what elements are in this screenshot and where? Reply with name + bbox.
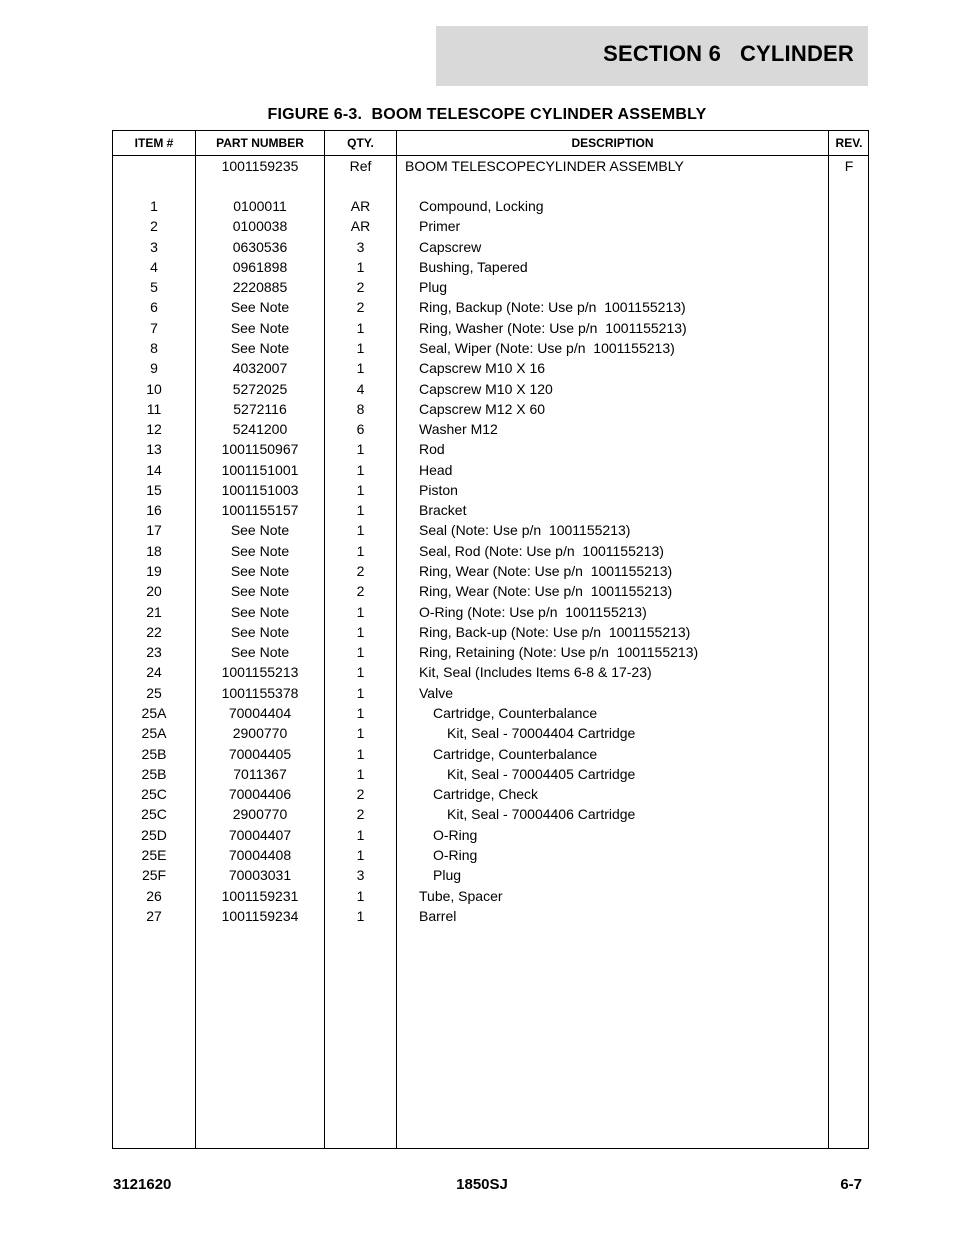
table-row	[113, 196, 868, 216]
cell-quantity: 3	[356, 238, 365, 255]
cell-quantity: AR	[350, 198, 371, 214]
table-row	[113, 500, 868, 520]
cell-description: Capscrew M10 X 120	[419, 380, 553, 397]
cell-revision	[829, 338, 869, 358]
cell-description: Kit, Seal - 70004406 Cartridge	[447, 806, 636, 823]
table-row	[113, 784, 868, 804]
cell-item-number: 19	[146, 563, 162, 580]
table-row	[113, 257, 868, 277]
cell-item-number: 9	[150, 360, 158, 377]
column-header-rev: REV.	[835, 136, 863, 150]
cell-part-number: See Note	[230, 583, 290, 600]
cell-quantity: 1	[356, 745, 365, 762]
cell-revision	[829, 480, 869, 500]
cell-revision	[829, 642, 869, 662]
table-row	[113, 804, 868, 824]
cell-quantity: 1	[356, 360, 365, 377]
cell-revision	[829, 216, 869, 236]
cell-quantity: 1	[356, 441, 365, 458]
cell-quantity: 1	[356, 339, 365, 356]
cell-quantity: 1	[356, 603, 365, 620]
cell-item-number: 25B	[141, 765, 167, 782]
table-row	[113, 541, 868, 561]
cell-description: Kit, Seal - 70004405 Cartridge	[447, 765, 636, 782]
cell-revision	[829, 277, 869, 297]
cell-part-number: 7011367	[233, 765, 287, 782]
section-header	[436, 26, 868, 86]
cell-item-number: 2	[150, 218, 158, 235]
cell-description: Ring, Wear (Note: Use p/n 1001155213)	[419, 563, 673, 580]
column-header-qty: QTY.	[347, 136, 374, 150]
cell-quantity: 1	[356, 522, 365, 539]
table-row	[113, 723, 868, 743]
cell-part-number: 70004408	[228, 846, 292, 863]
cell-quantity: 1	[356, 705, 365, 721]
cell-part-number: See Note	[230, 299, 290, 316]
cell-part-number: 1001151001	[221, 461, 299, 478]
cell-part-number: 1001159231	[221, 887, 299, 904]
table-row	[113, 581, 868, 601]
cell-part-number: 1001155213	[221, 664, 299, 681]
cell-description: Cartridge, Check	[433, 786, 539, 803]
cell-part-number: See Note	[230, 563, 290, 580]
cell-item-number: 25A	[141, 705, 167, 721]
cell-part-number: 2900770	[232, 725, 288, 742]
cell-item-number: 25A	[141, 725, 167, 742]
cell-description: Cartridge, Counterbalance	[433, 745, 598, 762]
table-row	[113, 520, 868, 540]
cell-item-number: 10	[146, 380, 162, 397]
cell-description: Capscrew M10 X 16	[419, 360, 546, 377]
cell-item-number: 7	[150, 319, 158, 336]
cell-revision	[829, 196, 869, 216]
cell-item-number: 18	[146, 542, 162, 559]
cell-part-number: 70004404	[228, 705, 292, 721]
cell-revision	[829, 784, 869, 804]
cell-quantity: 1	[356, 725, 365, 742]
table-row	[113, 662, 868, 682]
cell-quantity: 1	[356, 623, 365, 640]
table-row	[113, 865, 868, 885]
cell-item-number: 13	[146, 441, 162, 458]
cell-description: Tube, Spacer	[419, 887, 503, 904]
cell-description: Valve	[419, 684, 453, 701]
cell-item-number: 23	[146, 644, 162, 661]
cell-quantity: 2	[356, 786, 365, 803]
cell-description: Primer	[419, 218, 461, 235]
cell-revision	[829, 399, 869, 419]
table-row	[113, 764, 868, 784]
cell-quantity: AR	[350, 218, 371, 235]
cell-item-number: 4	[150, 258, 158, 275]
table-row	[113, 744, 868, 764]
cell-description: Kit, Seal - 70004404 Cartridge	[447, 725, 636, 742]
cell-quantity: 2	[356, 563, 365, 580]
cell-item-number: 17	[146, 522, 162, 539]
cell-part-number: 70004405	[228, 745, 292, 762]
cell-description: Piston	[419, 481, 458, 498]
cell-description: Ring, Wear (Note: Use p/n 1001155213)	[419, 583, 673, 600]
table-row	[113, 216, 868, 236]
footer-model: 1850SJ	[456, 1176, 508, 1193]
cell-item-number: 26	[146, 887, 162, 904]
cell-quantity: 1	[356, 319, 365, 336]
cell-part-number: See Note	[230, 339, 290, 356]
cell-description: Capscrew M12 X 60	[419, 400, 546, 417]
cell-item-number	[113, 156, 195, 176]
cell-revision	[829, 419, 869, 439]
table-row	[113, 379, 868, 399]
cell-quantity: 6	[356, 421, 365, 438]
table-row	[113, 886, 868, 906]
cell-part-number: 70004406	[228, 786, 292, 803]
cell-part-number: 5272025	[232, 380, 288, 397]
cell-description: Capscrew	[419, 238, 482, 255]
cell-description: Rod	[419, 441, 445, 458]
cell-quantity: 1	[356, 542, 365, 559]
cell-item-number: 6	[150, 299, 158, 316]
cell-description: Compound, Locking	[419, 198, 544, 214]
cell-part-number: 0100038	[232, 218, 288, 235]
table-row	[113, 845, 868, 865]
cell-item-number: 25F	[141, 867, 167, 884]
cell-item-number: 11	[146, 400, 162, 417]
cell-item-number: 16	[146, 502, 162, 519]
cell-part-number: See Note	[230, 644, 290, 661]
cell-description: Cartridge, Counterbalance	[433, 705, 598, 721]
parts-table	[112, 130, 869, 1149]
cell-quantity: Ref	[349, 158, 372, 174]
table-row	[113, 622, 868, 642]
cell-item-number: 3	[150, 238, 158, 255]
cell-quantity: 8	[356, 400, 365, 417]
cell-item-number: 15	[146, 481, 162, 498]
cell-description: O-Ring (Note: Use p/n 1001155213)	[419, 603, 647, 620]
cell-description: Seal, Wiper (Note: Use p/n 1001155213)	[419, 339, 675, 356]
table-row	[113, 156, 868, 176]
table-row	[113, 480, 868, 500]
cell-revision	[829, 602, 869, 622]
cell-revision	[829, 845, 869, 865]
cell-item-number: 25C	[141, 786, 167, 803]
cell-quantity: 1	[356, 907, 365, 924]
cell-description: O-Ring	[433, 826, 478, 843]
table-row	[113, 277, 868, 297]
cell-description: Ring, Washer (Note: Use p/n 1001155213)	[419, 319, 687, 336]
cell-quantity: 1	[356, 461, 365, 478]
cell-description: Ring, Backup (Note: Use p/n 1001155213)	[419, 299, 686, 316]
table-row	[113, 399, 868, 419]
cell-part-number: 1001155157	[221, 502, 299, 519]
cell-revision	[829, 703, 869, 723]
cell-revision	[829, 622, 869, 642]
cell-description: Washer M12	[419, 421, 498, 438]
cell-quantity: 1	[356, 826, 365, 843]
cell-item-number: 8	[150, 339, 158, 356]
table-row	[113, 683, 868, 703]
cell-description: Seal, Rod (Note: Use p/n 1001155213)	[419, 542, 664, 559]
table-row	[113, 825, 868, 845]
cell-quantity: 1	[356, 644, 365, 661]
cell-part-number: 70003031	[228, 867, 292, 884]
cell-revision	[829, 318, 869, 338]
table-row	[113, 358, 868, 378]
column-header-description: DESCRIPTION	[571, 136, 654, 150]
cell-revision	[829, 662, 869, 682]
table-row	[113, 338, 868, 358]
cell-item-number: 25C	[141, 806, 167, 823]
cell-revision	[829, 723, 869, 743]
cell-item-number: 12	[146, 421, 162, 438]
cell-quantity: 1	[356, 664, 365, 681]
cell-description: Plug	[419, 279, 448, 296]
cell-item-number: 24	[146, 664, 162, 681]
table-row	[113, 237, 868, 257]
table-row	[113, 703, 868, 723]
cell-part-number: 1001159234	[221, 907, 299, 924]
cell-part-number: 1001159235	[221, 158, 299, 174]
cell-item-number: 14	[146, 461, 162, 478]
cell-item-number: 25D	[141, 826, 167, 843]
cell-revision	[829, 439, 869, 459]
cell-item-number: 22	[146, 623, 162, 640]
cell-quantity: 2	[356, 583, 365, 600]
cell-part-number: 0961898	[232, 258, 288, 275]
table-row	[113, 642, 868, 662]
table-row	[113, 419, 868, 439]
cell-revision	[829, 561, 869, 581]
cell-quantity: 2	[356, 279, 365, 296]
cell-part-number: See Note	[230, 522, 290, 539]
cell-item-number: 25B	[141, 745, 167, 762]
cell-part-number: See Note	[230, 319, 290, 336]
cell-quantity: 1	[356, 765, 365, 782]
cell-quantity: 1	[356, 258, 365, 275]
cell-item-number: 25	[146, 684, 162, 701]
cell-quantity: 1	[356, 684, 365, 701]
cell-part-number: 0630536	[232, 238, 288, 255]
cell-description: Bracket	[419, 502, 467, 519]
column-header-part-number: PART NUMBER	[216, 136, 304, 150]
cell-description: BOOM TELESCOPECYLINDER ASSEMBLY	[405, 158, 684, 174]
cell-quantity: 2	[356, 299, 365, 316]
column-header-item: ITEM #	[134, 136, 174, 150]
cell-revision	[829, 804, 869, 824]
cell-part-number: 5272116	[233, 400, 287, 417]
cell-part-number: 5241200	[232, 421, 288, 438]
cell-quantity: 4	[356, 380, 365, 397]
cell-part-number: 4032007	[232, 360, 288, 377]
cell-description: Bushing, Tapered	[419, 258, 528, 275]
cell-description: O-Ring	[433, 846, 478, 863]
cell-revision	[829, 906, 869, 926]
cell-revision	[829, 379, 869, 399]
table-row	[113, 561, 868, 581]
cell-item-number: 21	[146, 603, 162, 620]
cell-revision	[829, 358, 869, 378]
cell-revision	[829, 683, 869, 703]
cell-quantity: 1	[356, 502, 365, 519]
cell-description: Kit, Seal (Includes Items 6-8 & 17-23)	[419, 664, 652, 681]
cell-quantity: 1	[356, 887, 365, 904]
figure-title: FIGURE 6-3. BOOM TELESCOPE CYLINDER ASSEMBLY	[267, 106, 707, 123]
footer-doc-number: 3121620	[113, 1176, 172, 1193]
cell-quantity: 1	[356, 846, 365, 863]
cell-item-number: 1	[150, 198, 158, 214]
cell-part-number: 2900770	[232, 806, 288, 823]
cell-quantity: 2	[356, 806, 365, 823]
cell-revision	[829, 257, 869, 277]
cell-description: Head	[419, 461, 453, 478]
cell-revision	[829, 500, 869, 520]
cell-part-number: 0100011	[233, 198, 287, 214]
table-row	[113, 297, 868, 317]
cell-description: Seal (Note: Use p/n 1001155213)	[419, 522, 631, 539]
cell-description: Ring, Back-up (Note: Use p/n 1001155213)	[419, 623, 691, 640]
cell-part-number: 1001155378	[221, 684, 299, 701]
cell-revision	[829, 541, 869, 561]
cell-description: Ring, Retaining (Note: Use p/n 1001155213)	[419, 644, 699, 661]
footer-page-number: 6-7	[840, 1176, 862, 1193]
cell-revision	[829, 825, 869, 845]
cell-part-number: 2220885	[232, 279, 288, 296]
cell-part-number: See Note	[230, 603, 290, 620]
cell-revision	[829, 520, 869, 540]
table-row	[113, 602, 868, 622]
table-row	[113, 906, 868, 926]
cell-quantity: 3	[356, 867, 365, 884]
section-title: SECTION 6 CYLINDER	[603, 41, 854, 66]
cell-revision	[829, 865, 869, 885]
table-row	[113, 439, 868, 459]
cell-item-number: 20	[146, 583, 162, 600]
cell-part-number: See Note	[230, 542, 290, 559]
cell-part-number: See Note	[230, 623, 290, 640]
cell-item-number: 25E	[141, 846, 167, 863]
cell-description: Barrel	[419, 907, 457, 924]
cell-part-number: 1001150967	[221, 441, 299, 458]
cell-revision	[829, 764, 869, 784]
table-row	[113, 318, 868, 338]
table-row	[113, 460, 868, 480]
cell-revision	[829, 581, 869, 601]
cell-description: Plug	[433, 867, 462, 884]
cell-part-number: 70004407	[228, 826, 292, 843]
cell-revision	[829, 460, 869, 480]
cell-revision	[829, 886, 869, 906]
cell-item-number: 27	[146, 907, 162, 924]
cell-revision: F	[844, 158, 854, 174]
cell-revision	[829, 237, 869, 257]
cell-part-number: 1001151003	[221, 481, 299, 498]
cell-revision	[829, 744, 869, 764]
cell-quantity: 1	[356, 481, 365, 498]
cell-revision	[829, 297, 869, 317]
cell-item-number: 5	[150, 279, 158, 296]
